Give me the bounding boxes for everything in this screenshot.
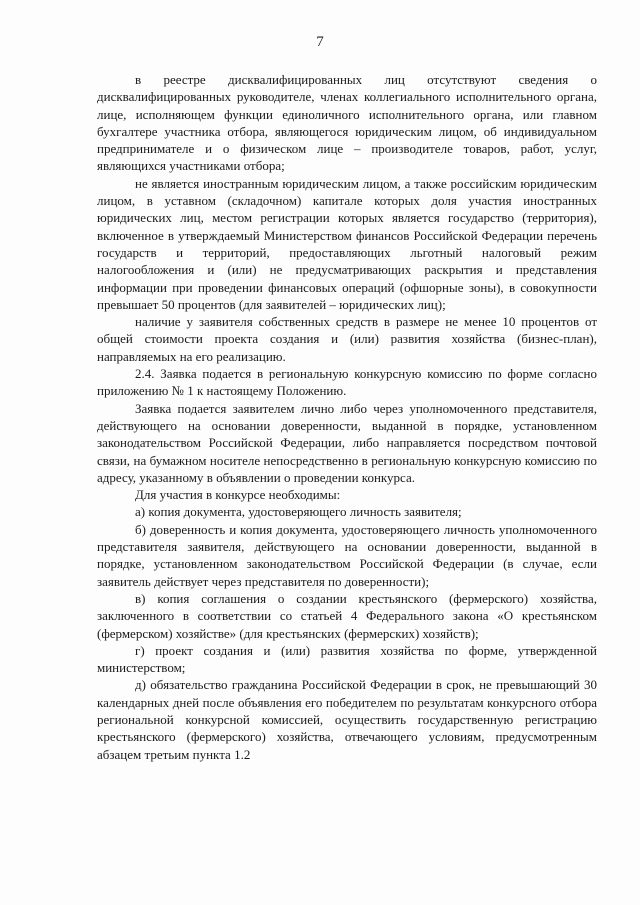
paragraph-submission-method: Заявка подается заявителем лично либо через уполномоченного представителя, действующего на основании доверенности, выданной в порядке, установленном законодательством Российской Федерации, либо направляется посредством почтовой связи, на бумажном носителе непосредственно в региональную конкурсную комиссию по адресу, указанному в объявлении о проведении конкурса. xyxy=(97,400,597,485)
list-item-g: г) проект создания и (или) развития хозяйства по форме, утвержденной министерством; xyxy=(97,642,597,676)
paragraph-foreign-entity: не является иностранным юридическим лицом, а также российским юридическим лицом, в уставном (складочном) капитале которых доля участия иностранных юридических лиц, местом регистрации которых является государство (территория), включенное в утверждаемый Министерством финансов Российской Федерации перечень государств и территорий, предоставляющих льготный налоговый режим налогообложения и (или) не предусматривающих раскрытия и представления информации при проведении финансовых операций (офшорные зоны), в совокупности превышает 50 процентов (для заявителей – юридических лиц); xyxy=(97,175,597,312)
list-item-b: б) доверенность и копия документа, удостоверяющего личность уполномоченного представителя заявителя, действующего на основании доверенности, выданной в порядке, установленном законодательством Российской Федерации (в случае, если заявитель действует через представителя по доверенности); xyxy=(97,521,597,589)
page-number: 7 xyxy=(316,34,324,50)
paragraph-disqualified-registry: в реестре дисквалифицированных лиц отсутствуют сведения о дисквалифицированных руководителе, членах коллегиального исполнительного органа, лице, исполняющем функции единоличного исполнительного органа, или главном бухгалтере участника отбора, являющегося юридическим лицом, об индивидуальном предпринимателе и о физическом лице – производителе товаров, работ, услуг, являющихся участниками отбора; xyxy=(97,72,597,174)
paragraph-own-funds: наличие у заявителя собственных средств в размере не менее 10 процентов от общей стоимости проекта создания и (или) развития хозяйства (бизнес-план), направляемых на его реализацию. xyxy=(97,314,597,364)
document-body xyxy=(97,71,597,763)
paragraph-2-4-application: 2.4. Заявка подается в региональную конкурсную комиссию по форме согласно приложению № 1 к настоящему Положению. xyxy=(97,366,597,399)
paragraph-required-documents: Для участия в конкурсе необходимы: xyxy=(135,487,341,503)
list-item-a: а) копия документа, удостоверяющего личность заявителя; xyxy=(135,504,462,520)
list-item-d: д) обязательство гражданина Российской Федерации в срок, не превышающий 30 календарных дней после объявления его победителем по результатам конкурсного отбора региональной конкурсной комиссией, осуществить государственную регистрацию крестьянского (фермерского) хозяйства, отвечающего условиям, предусмотренным абзацем третьим пункта 1.2 xyxy=(97,677,597,762)
list-item-v: в) копия соглашения о создании крестьянского (фермерского) хозяйства, заключенного в соответствии со статьей 4 Федерального закона «О крестьянском (фермерском) хозяйстве» (для крестьянских (фермерских) хозяйств); xyxy=(97,590,597,641)
